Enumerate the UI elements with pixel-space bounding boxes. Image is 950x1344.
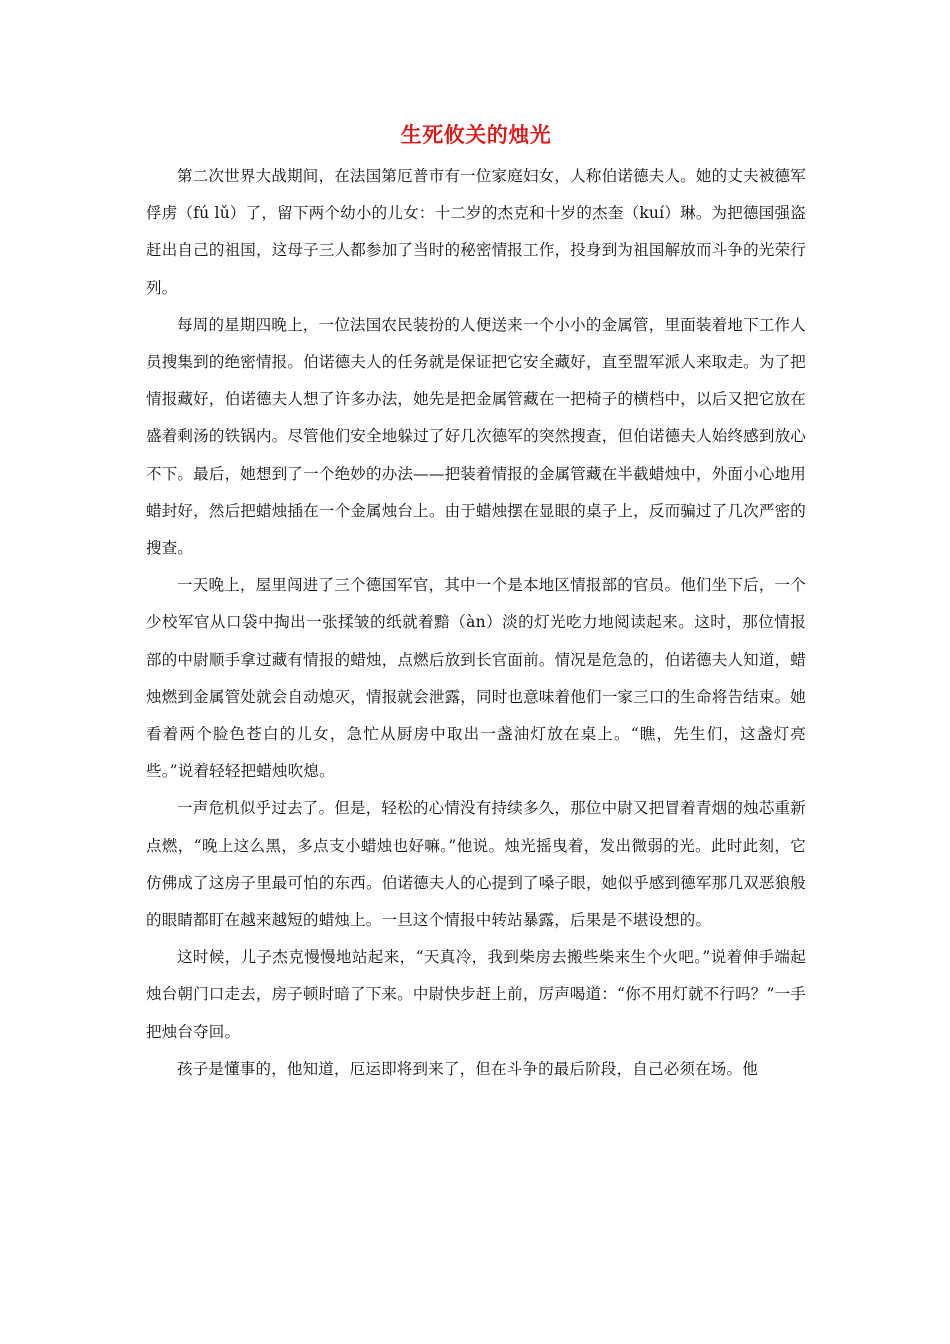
document-title: 生死攸关的烛光 [400, 122, 552, 147]
paragraph-5: 这时候，儿子杰克慢慢地站起来，“天真冷，我到柴房去搬些柴来生个火吧。”说着伸手端起烛台朝门口走去，房子顿时暗了下来。中尉快步赶上前，厉声喝道：“你不用灯就不行吗？”一手把烛台夺回。 [146, 948, 806, 1041]
paragraph-3: 一天晚上，屋里闯进了三个德国军官，其中一个是本地区情报部的官员。他们坐下后，一个少校军官从口袋中掏出一张揉皱的纸就着黯（àn）淡的灯光吃力地阅读起来。这时，那位情报部的中尉顺手拿过藏有情报的蜡烛，点燃后放到长官面前。情况是危急的，伯诺德夫人知道，蜡烛燃到金属管处就会自动熄灭，情报就会泄露，同时也意味着他们一家三口的生命将告结束。她看着两个脸色苍白的儿女，急忙从厨房中取出一盏油灯放在桌上。“瞧，先生们，这盏灯亮些。”说着轻轻把蜡烛吹熄。 [146, 576, 806, 781]
paragraph-4: 一声危机似乎过去了。但是，轻松的心情没有持续多久，那位中尉又把冒着青烟的烛芯重新点燃，“晚上这么黑，多点支小蜡烛也好嘛。”他说。烛光摇曳着，发出微弱的光。此时此刻，它仿佛成了这房子里最可怕的东西。伯诺德夫人的心提到了嗓子眼，她似乎感到德军那几双恶狼般的眼睛都盯在越来越短的蜡烛上。一旦这个情报中转站暴露，后果是不堪设想的。 [146, 799, 806, 930]
document-page [146, 118, 806, 1088]
paragraph-6: 孩子是懂事的，他知道，厄运即将到来了，但在斗争的最后阶段，自己必须在场。他 [177, 1059, 758, 1078]
paragraph-1: 第二次世界大战期间，在法国第厄普市有一位家庭妇女，人称伯诺德夫人。她的丈夫被德军俘虏（fú lǔ）了，留下两个幼小的儿女：十二岁的杰克和十岁的杰奎（kuí）琳。为把德国强盗赶出自己的祖国，这母子三人都参加了当时的秘密情报工作，投身到为祖国解放而斗争的光荣行列。 [146, 167, 806, 297]
paragraph-2: 每周的星期四晚上，一位法国农民装扮的人便送来一个小小的金属管，里面装着地下工作人员搜集到的绝密情报。伯诺德夫人的任务就是保证把它安全藏好，直至盟军派人来取走。为了把情报藏好，伯诺德夫人想了许多办法，她先是把金属管藏在一把椅子的横档中，以后又把它放在盛着剩汤的铁锅内。尽管他们安全地躲过了好几次德军的突然搜查，但伯诺德夫人始终感到放心不下。最后，她想到了一个绝妙的办法——把装着情报的金属管藏在半截蜡烛中，外面小心地用蜡封好，然后把蜡烛插在一个金属烛台上。由于蜡烛摆在显眼的桌子上，反而骗过了几次严密的搜查。 [146, 315, 806, 558]
